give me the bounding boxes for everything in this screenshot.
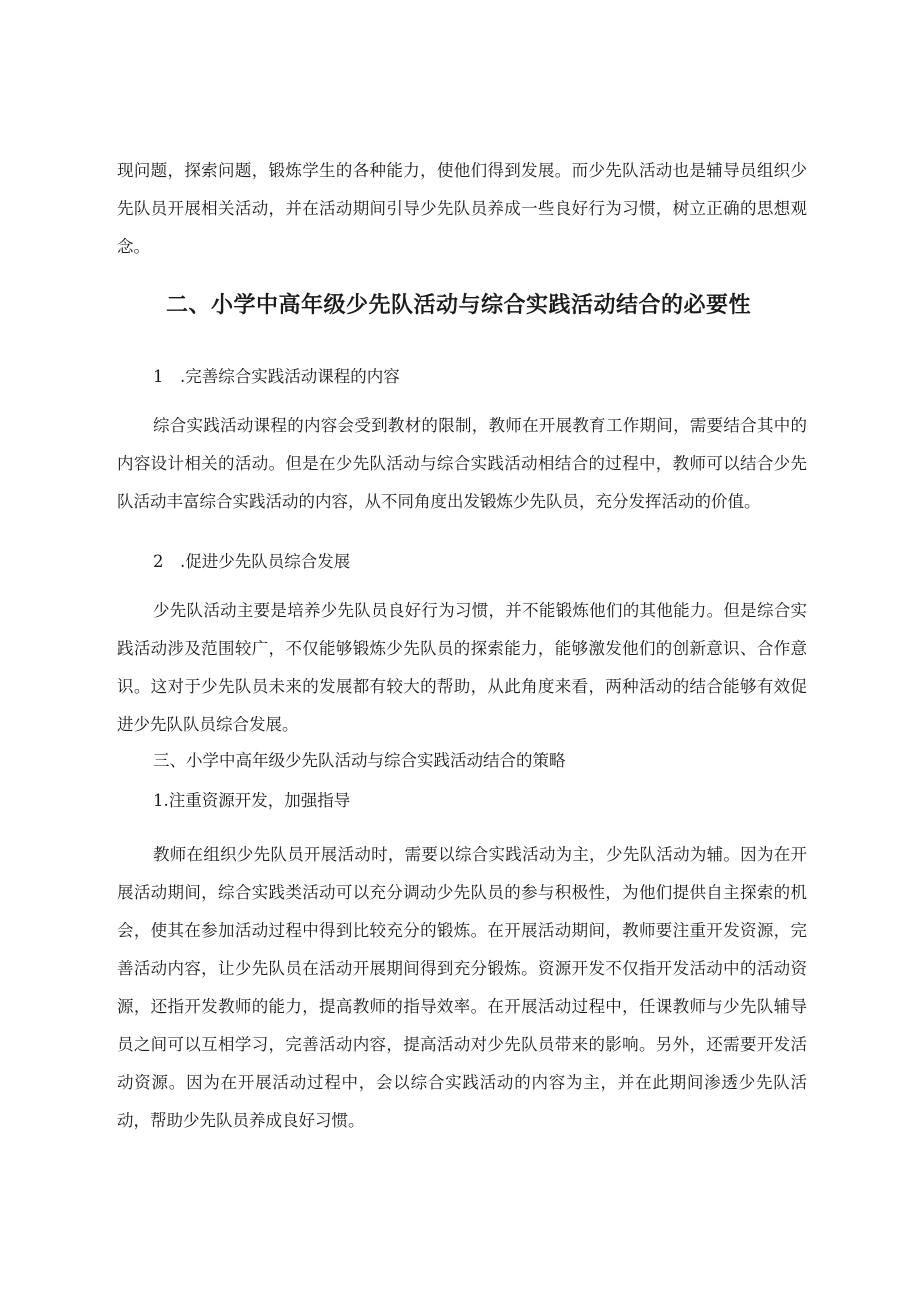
continuation-paragraph: 现问题，探索问题，锻炼学生的各种能力，使他们得到发展。而少先队活动也是辅导员组织少先队员开展相关活动，并在活动期间引导少先队员养成一些良好行为习惯，树立正确的思想观念。 bbox=[117, 161, 807, 256]
section-2-heading: 二、小学中高年级少先队活动与综合实践活动结合的必要性 bbox=[166, 292, 752, 318]
section-3-subheading-1: 1.注重资源开发，加强指导 bbox=[153, 791, 351, 810]
section-3-heading: 三、小学中高年级少先队活动与综合实践活动结合的策略 bbox=[153, 751, 566, 770]
section-2-paragraph-2: 少先队活动主要是培养少先队员良好行为习惯，并不能锻炼他们的其他能力。但是综合实践活动涉及范围较广，不仅能够锻炼少先队员的探索能力，能够激发他们的创新意识、合作意识。这对于少先队员未来的发展都有较大的帮助，从此角度来看，两种活动的结合能够有效促进少先队队员综合发展。 bbox=[117, 601, 807, 734]
section-2-subheading-2: 2 .促进少先队员综合发展 bbox=[153, 552, 351, 571]
section-3-paragraph-1: 教师在组织少先队员开展活动时，需要以综合实践活动为主，少先队活动为辅。因为在开展活动期间，综合实践类活动可以充分调动少先队员的参与积极性，为他们提供自主探索的机会，使其在参加活动过程中得到比较充分的锻炼。在开展活动期间，教师要注重开发资源，完善活动内容，让少先队员在活动开展期间得到充分锻炼。资源开发不仅指开发活动中的活动资源，还指开发教师的能力，提高教师的指导效率。在开展活动过程中，任课教师与少先队辅导员之间可以互相学习，完善活动内容，提高活动对少先队员带来的影响。另外，还需要开发活动资源。因为在开展活动过程中，会以综合实践活动的内容为主，并在此期间渗透少先队活动，帮助少先队员养成良好习惯。 bbox=[117, 845, 807, 1130]
section-2-paragraph-1: 综合实践活动课程的内容会受到教材的限制，教师在开展教育工作期间，需要结合其中的内容设计相关的活动。但是在少先队活动与综合实践活动相结合的过程中，教师可以结合少先队活动丰富综合实践活动的内容，从不同角度出发锻炼少先队员，充分发挥活动的价值。 bbox=[117, 416, 807, 511]
section-2-subheading-1: 1 .完善综合实践活动课程的内容 bbox=[153, 367, 400, 386]
